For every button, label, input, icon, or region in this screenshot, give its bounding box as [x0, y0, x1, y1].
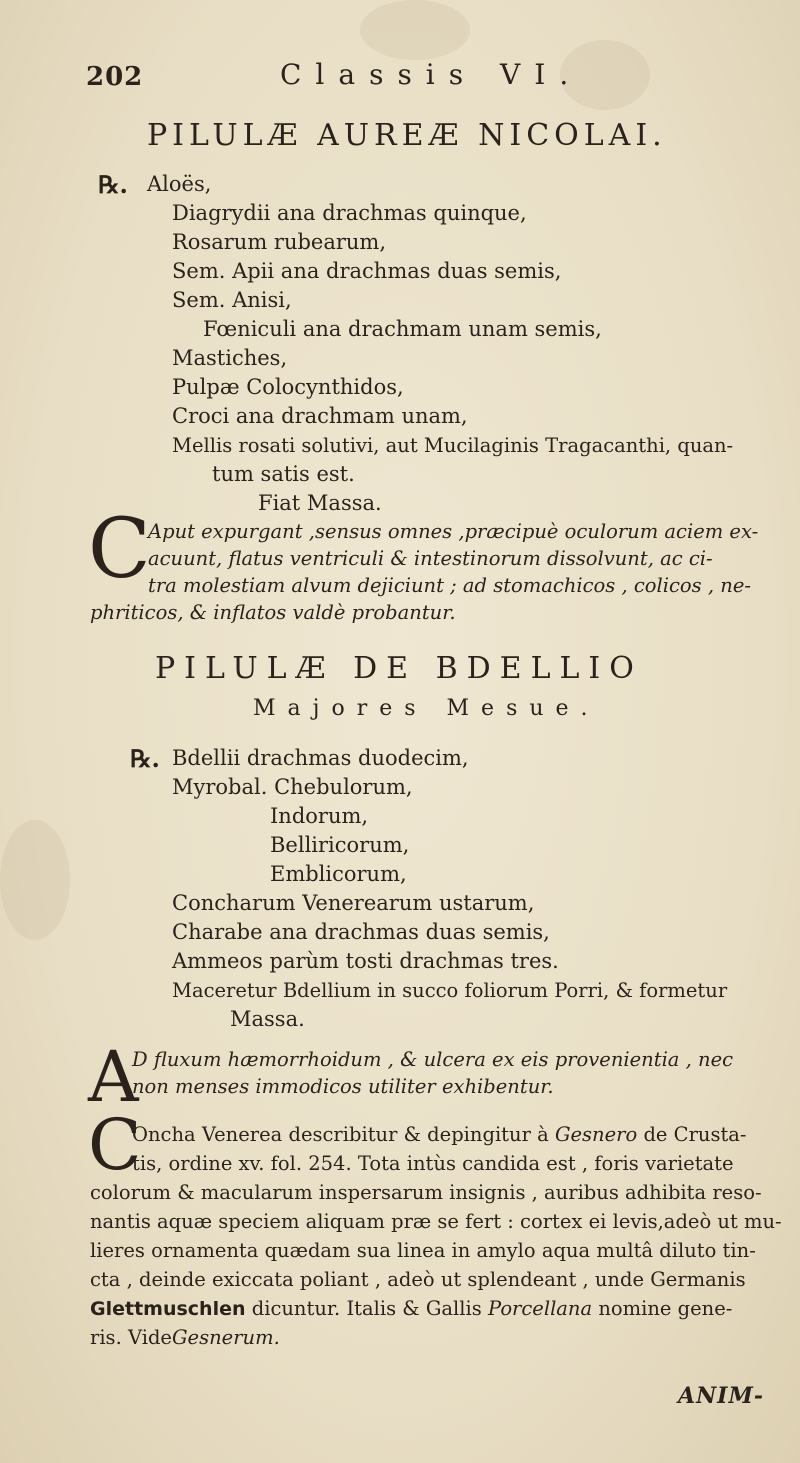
note-line: acuunt, flatus ventriculi & intestinorum dissolvunt, ac ci- — [148, 547, 713, 570]
note-line: D fluxum hæmorrhoidum , & ulcera ex eis provenientia , nec — [132, 1048, 734, 1071]
drop-cap: C — [88, 502, 151, 597]
body-line — [90, 1323, 280, 1352]
ink-stain — [360, 0, 470, 60]
note-line: Aput expurgant ,sensus omnes ,præcipuè oculorum aciem ex- — [148, 520, 759, 543]
recipe-symbol: ℞. — [98, 170, 128, 199]
body-line — [132, 1120, 747, 1149]
recipe-line: Pulpæ Colocynthidos, — [172, 375, 404, 399]
recipe-line: Sem. Anisi, — [172, 288, 292, 312]
recipe-symbol: ℞. — [130, 744, 160, 773]
section-subtitle: Majores Mesue. — [253, 696, 600, 721]
catchword: ANIM- — [678, 1383, 764, 1409]
drop-cap: A — [88, 1036, 139, 1118]
recipe-line: Fiat Massa. — [258, 491, 382, 515]
recipe-line: Ammeos parùm tosti drachmas tres. — [172, 949, 559, 973]
italic-term: Porcellana — [487, 1297, 593, 1320]
body-text: dicuntur. Italis & Gallis — [251, 1297, 482, 1320]
body-text: nomine gene- — [598, 1297, 733, 1320]
recipe-line: Concharum Venerearum ustarum, — [172, 891, 535, 915]
note-line: tra molestiam alvum dejiciunt ; ad stomachicos , colicos , ne- — [148, 574, 751, 597]
recipe-line: Diagrydii ana drachmas quinque, — [172, 201, 527, 225]
recipe-line: Aloës, — [147, 172, 212, 196]
note-line: non menses immodicos utiliter exhibentur. — [132, 1075, 554, 1098]
recipe-line: Mellis rosati solutivi, aut Mucilaginis Tragacanthi, quan- — [172, 434, 734, 457]
recipe-line: Croci ana drachmam unam, — [172, 404, 468, 428]
note-line: phriticos, & inflatos valdè probantur. — [90, 601, 456, 624]
drop-cap: C — [88, 1104, 142, 1186]
recipe-line: Belliricorum, — [270, 833, 410, 857]
recipe-line: Emblicorum, — [270, 862, 407, 886]
recipe-line: Massa. — [230, 1007, 305, 1031]
running-head: Classis VI. — [280, 58, 583, 91]
recipe-line: Maceretur Bdellium in succo foliorum Porri, & formetur — [172, 979, 728, 1002]
recipe-line: Bdellii drachmas duodecim, — [172, 746, 469, 770]
recipe-line: Indorum, — [270, 804, 369, 828]
recipe-line: Rosarum rubearum, — [172, 230, 387, 254]
body-line: lieres ornamenta quædam sua linea in amylo aqua multâ diluto tin- — [90, 1239, 756, 1262]
recipe-line: Charabe ana drachmas duas semis, — [172, 920, 550, 944]
recipe-line: Mastiches, — [172, 346, 288, 370]
section-title-pilulae-aureae: PILULÆ AUREÆ NICOLAI. — [147, 118, 667, 153]
body-line: nantis aquæ speciem aliquam præ se fert : cortex ei levis,adeò ut mu- — [90, 1210, 782, 1233]
body-line: colorum & macularum inspersarum insignis , auribus adhibita reso- — [90, 1181, 762, 1204]
body-line: cta , deinde exiccata poliant , adeò ut splendeant , unde Germanis — [90, 1268, 746, 1291]
recipe-line: Sem. Apii ana drachmas duas semis, — [172, 259, 562, 283]
body-text: Oncha Venerea describitur & depingitur à — [132, 1123, 549, 1146]
page-number: 202 — [86, 62, 144, 92]
body-line: tis, ordine xv. fol. 254. Tota intùs candida est , foris varietate — [132, 1152, 734, 1175]
ink-stain — [0, 820, 70, 940]
author-name: Gesnero — [554, 1123, 638, 1146]
section-title-pilulae-de-bdellio: PILULÆ DE BDELLIO — [155, 651, 643, 686]
body-line — [90, 1294, 732, 1324]
recipe-line: Myrobal. Chebulorum, — [172, 775, 413, 799]
recipe-line: tum satis est. — [212, 462, 355, 486]
body-text: de Crusta- — [643, 1123, 747, 1146]
author-name: Gesnerum. — [171, 1326, 280, 1349]
recipe-line: Fœniculi ana drachmam unam semis, — [203, 317, 602, 341]
german-word: Glettmuschlen — [90, 1298, 246, 1320]
body-text: ris. Vide — [90, 1326, 172, 1349]
